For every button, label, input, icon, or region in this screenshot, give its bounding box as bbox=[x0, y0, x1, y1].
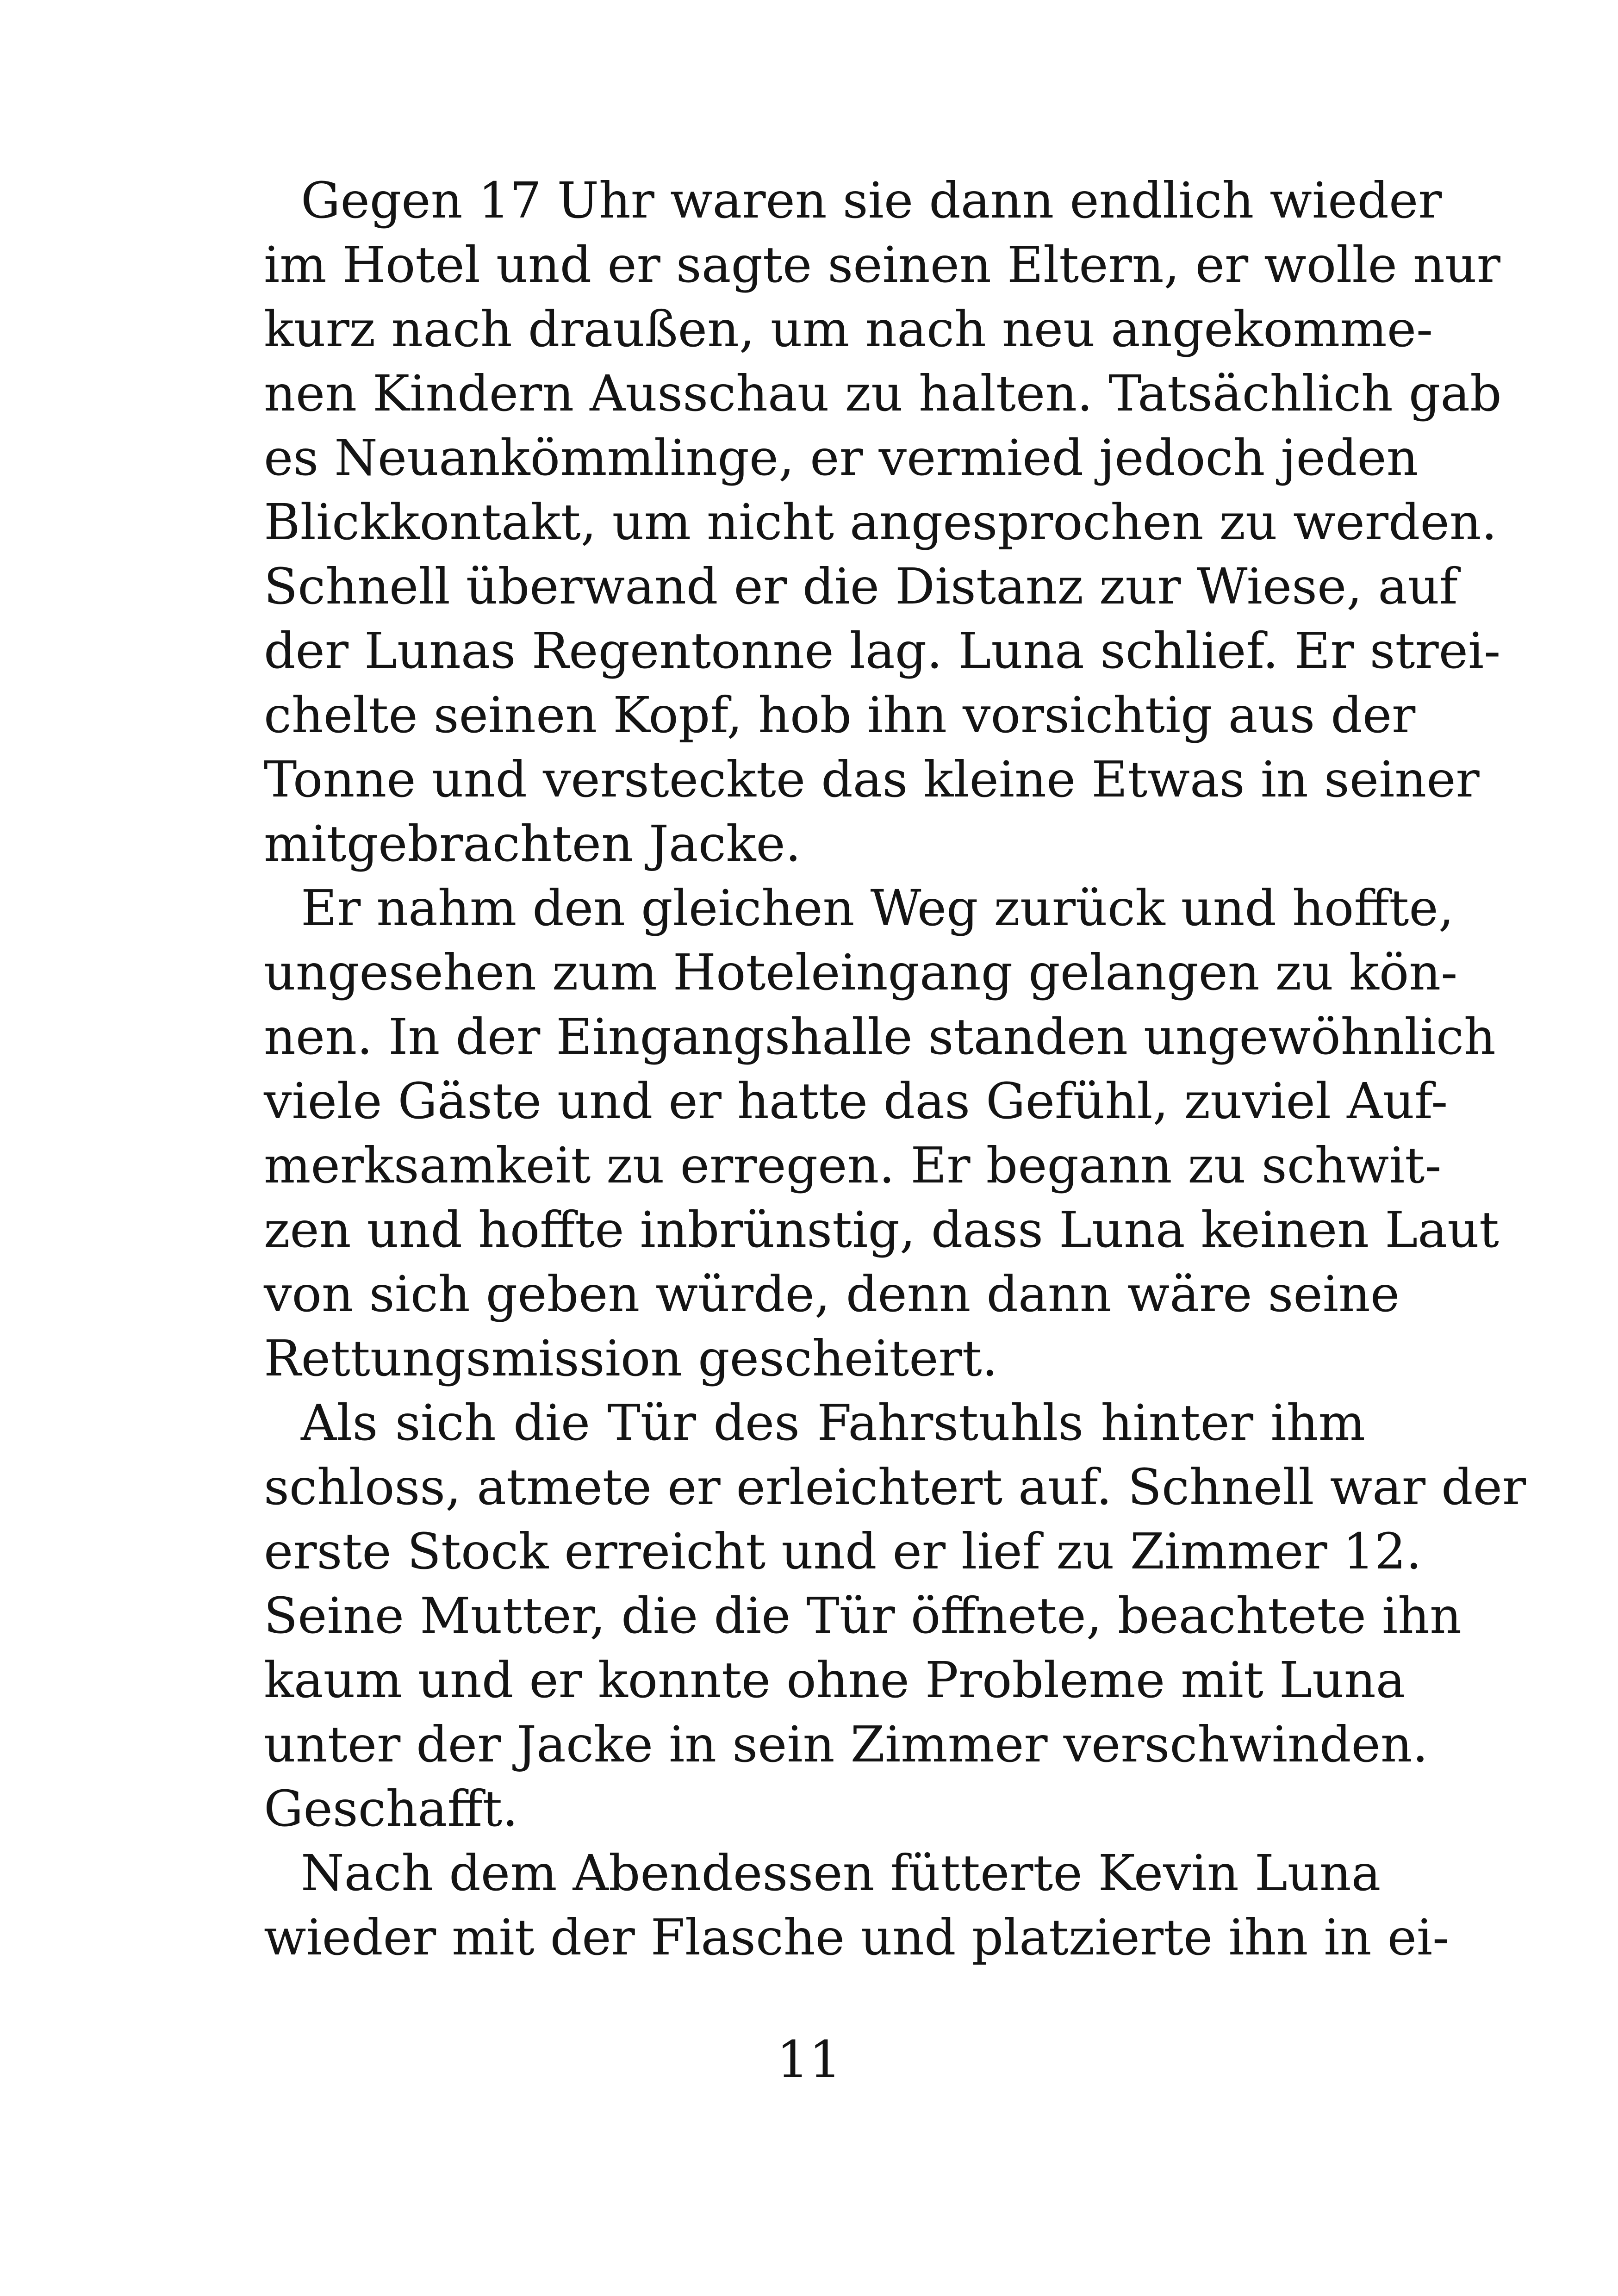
text-line: erste Stock erreicht und er lief zu Zimmer 12. bbox=[264, 1523, 1422, 1580]
text-line: von sich geben würde, denn dann wäre seine bbox=[264, 1266, 1400, 1323]
text-line: kurz nach draußen, um nach neu angekomme- bbox=[264, 301, 1433, 358]
body-text bbox=[264, 169, 1526, 1970]
text-line: Seine Mutter, die die Tür öffnete, beachtete ihn bbox=[264, 1587, 1462, 1645]
text-line: kaum und er konnte ohne Probleme mit Luna bbox=[264, 1652, 1406, 1709]
text-line: Nach dem Abendessen fütterte Kevin Luna bbox=[301, 1845, 1381, 1902]
text-line: im Hotel und er sagte seinen Eltern, er wolle nur bbox=[264, 236, 1500, 294]
text-line: merksamkeit zu erregen. Er begann zu schwit- bbox=[264, 1137, 1442, 1195]
text-line: Blickkontakt, um nicht angesprochen zu werden. bbox=[264, 494, 1497, 551]
text-line: der Lunas Regentonne lag. Luna schlief. Er strei- bbox=[264, 622, 1501, 680]
text-line: schloss, atmete er erleichtert auf. Schnell war der bbox=[264, 1459, 1526, 1516]
text-line: chelte seinen Kopf, hob ihn vorsichtig aus der bbox=[264, 687, 1416, 744]
text-line: Er nahm den gleichen Weg zurück und hoffte, bbox=[301, 880, 1454, 937]
text-line: nen. In der Eingangshalle standen ungewöhnlich bbox=[264, 1008, 1496, 1066]
text-line: Tonne und versteckte das kleine Etwas in seiner bbox=[264, 751, 1480, 809]
text-line: Rettungsmission gescheitert. bbox=[264, 1330, 998, 1388]
text-line: wieder mit der Flasche und platzierte ihn in ei- bbox=[264, 1909, 1450, 1966]
text-line: ungesehen zum Hoteleingang gelangen zu kön- bbox=[264, 944, 1458, 1002]
page-number: 11 bbox=[777, 2030, 841, 2089]
text-line: mitgebrachten Jacke. bbox=[264, 815, 801, 873]
text-line: Geschafft. bbox=[264, 1780, 518, 1838]
text-line: nen Kindern Ausschau zu halten. Tatsächlich gab bbox=[264, 365, 1502, 423]
text-line: unter der Jacke in sein Zimmer verschwinden. bbox=[264, 1716, 1428, 1773]
text-line: Schnell überwand er die Distanz zur Wiese, auf bbox=[264, 558, 1458, 616]
text-line: viele Gäste und er hatte das Gefühl, zuviel Auf- bbox=[264, 1073, 1448, 1130]
text-line: es Neuankömmlinge, er vermied jedoch jeden bbox=[264, 429, 1419, 487]
text-line: Als sich die Tür des Fahrstuhls hinter ihm bbox=[301, 1394, 1365, 1452]
text-line: zen und hoffte inbrünstig, dass Luna keinen Laut bbox=[264, 1201, 1499, 1259]
text-line: Gegen 17 Uhr waren sie dann endlich wieder bbox=[301, 172, 1442, 230]
